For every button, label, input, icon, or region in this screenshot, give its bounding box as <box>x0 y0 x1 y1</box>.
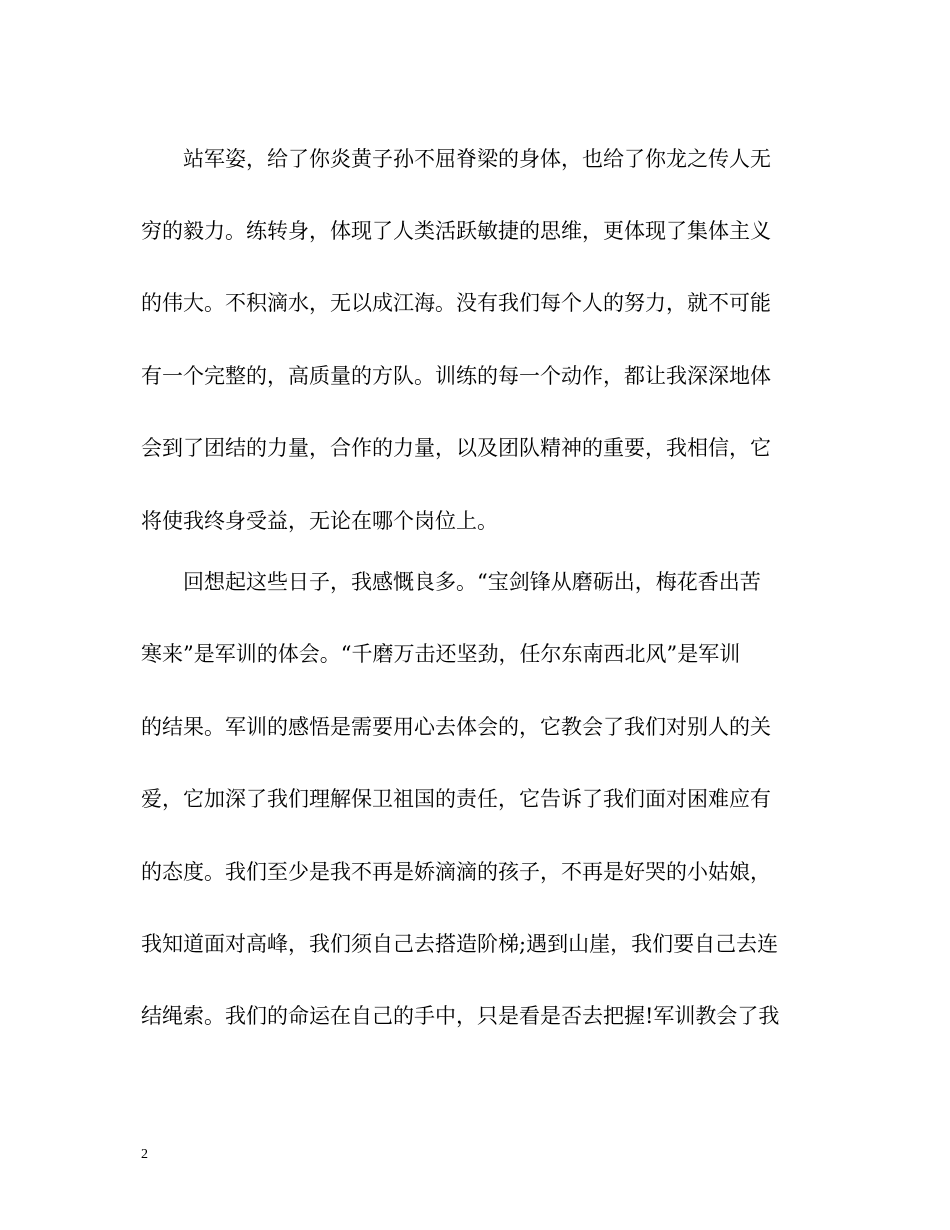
paragraph-2-line-7: 结绳索。我们的命运在自己的手中，只是看是否去把握!军训教会了我 <box>141 1004 780 1028</box>
paragraph-1-line-4: 有一个完整的，高质量的方队。训练的每一个动作，都让我深深地体 <box>141 364 771 388</box>
page-number: 2 <box>141 1147 148 1162</box>
paragraph-2-line-3: 的结果。军训的感悟是需要用心去体会的，它教会了我们对别人的关 <box>141 715 771 739</box>
paragraph-1-line-3: 的伟大。不积滴水，无以成江海。没有我们每个人的努力，就不可能 <box>141 291 771 315</box>
paragraph-1-line-2: 穷的毅力。练转身，体现了人类活跃敏捷的思维，更体现了集体主义 <box>141 219 771 243</box>
paragraph-2-line-6: 我知道面对高峰，我们须自己去搭造阶梯;遇到山崖，我们要自己去连 <box>141 932 779 956</box>
paragraph-2-line-2: 寒来”是军训的体会。“千磨万击还坚劲，任尔东南西北风”是军训 <box>141 642 741 666</box>
paragraph-1-line-5: 会到了团结的力量，合作的力量，以及团队精神的重要，我相信，它 <box>141 436 771 460</box>
paragraph-2-line-5: 的态度。我们至少是我不再是娇滴滴的孩子，不再是好哭的小姑娘， <box>141 860 771 884</box>
paragraph-2-line-4: 爱，它加深了我们理解保卫祖国的责任，它告诉了我们面对困难应有 <box>141 787 771 811</box>
paragraph-1-line-6: 将使我终身受益，无论在哪个岗位上。 <box>141 509 498 533</box>
paragraph-2-line-1: 回想起这些日子，我感慨良多。“宝剑锋从磨砺出，梅花香出苦 <box>183 570 761 594</box>
paragraph-1-line-1: 站军姿，给了你炎黄子孙不屈脊梁的身体，也给了你龙之传人无 <box>183 147 771 171</box>
